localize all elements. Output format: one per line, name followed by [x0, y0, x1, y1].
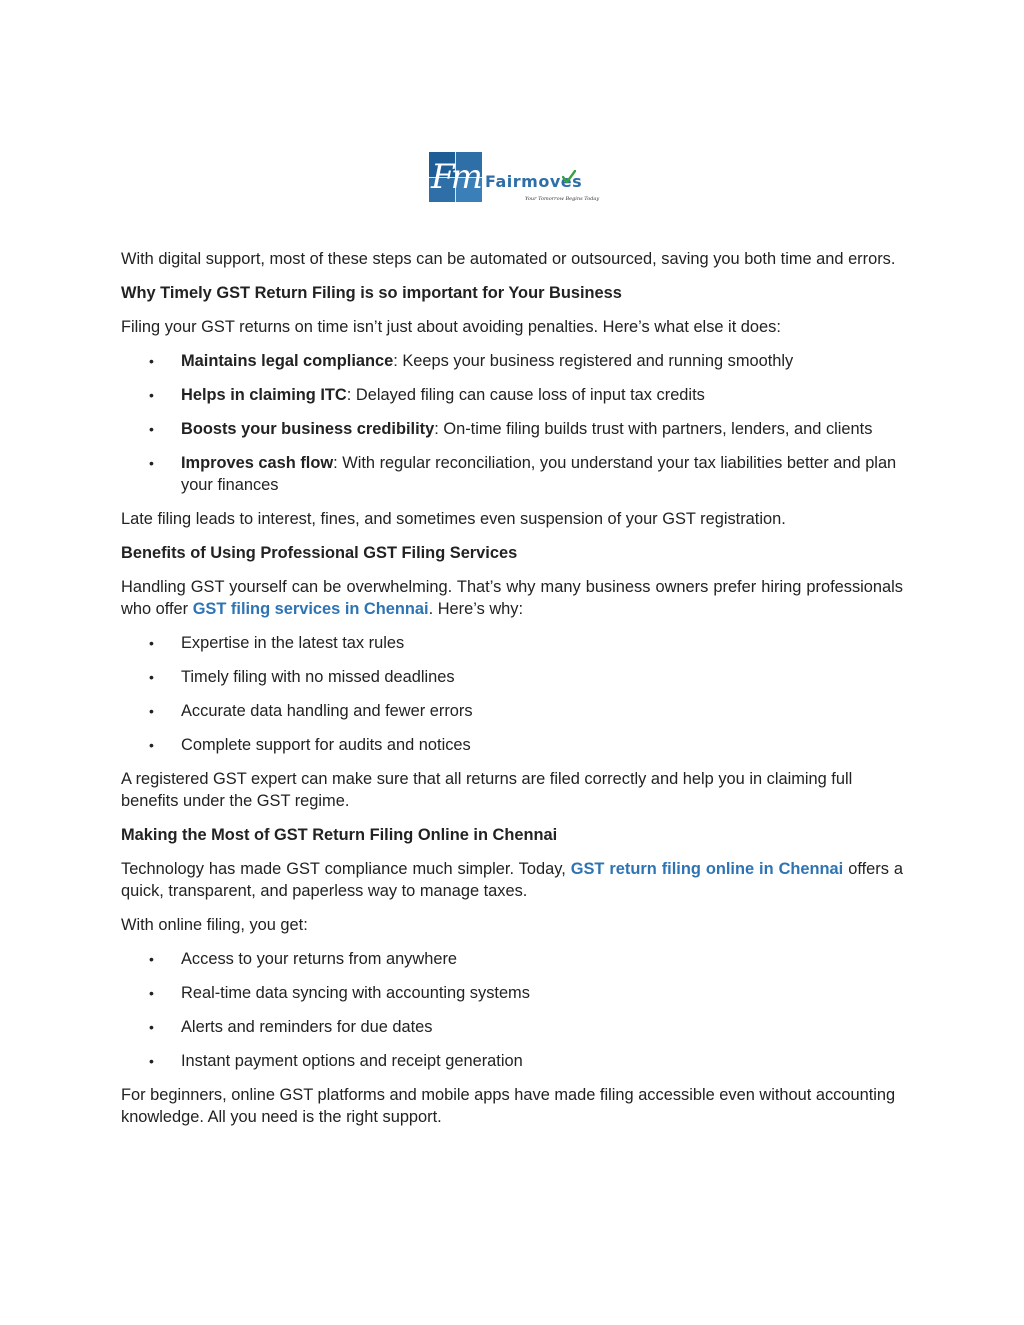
section2-closing: A registered GST expert can make sure that all returns are filed correctly and help you in claiming full benefits under the GST regime. [121, 770, 853, 810]
gst-filing-services-link[interactable]: GST filing services in Chennai [192, 600, 429, 618]
list-item: • Instant payment options and receipt generation [149, 1052, 523, 1070]
online-filing-list [121, 948, 903, 1072]
bullet-icon: • [149, 737, 154, 753]
section2-lead: Handling GST yourself can be overwhelming. That’s why many business owners prefer hiring professionals who offer GST filing services in Chennai. Here’s why: [121, 578, 903, 618]
list-item: • Alerts and reminders for due dates [149, 1018, 433, 1036]
section-heading-professional-services: Benefits of Using Professional GST Filing Services [121, 544, 518, 562]
section3-lead: Technology has made GST compliance much simpler. Today, GST return filing online in Chennai offers a quick, transparent, and paperless way to manage taxes. [121, 860, 903, 900]
list-item: • Access to your returns from anywhere [149, 950, 458, 968]
fairmoves-logo [429, 152, 601, 204]
logo-tagline: Your Tomorrow Begins Today [525, 196, 600, 202]
section-heading-online-filing: Making the Most of GST Return Filing Online in Chennai [121, 826, 558, 844]
list-item: • Complete support for audits and notices [149, 736, 471, 754]
list-item: • Accurate data handling and fewer errors [149, 702, 473, 720]
list-item: • Boosts your business credibility: On-time filing builds trust with partners, lenders, and clients [149, 420, 873, 438]
section3-closing: For beginners, online GST platforms and mobile apps have made filing accessible even without accounting knowledge. All you need is the right support. [121, 1086, 896, 1126]
list-item: • Timely filing with no missed deadlines [149, 668, 455, 686]
bullet-icon: • [149, 635, 154, 651]
bullet-icon: • [149, 387, 154, 403]
bullet-icon: • [149, 421, 154, 437]
bullet-icon: • [149, 353, 154, 369]
list-item: • Real-time data syncing with accounting systems [149, 984, 530, 1002]
bullet-icon: • [149, 951, 154, 967]
section1-lead: Filing your GST returns on time isn’t just about avoiding penalties. Here’s what else it does: [121, 318, 781, 336]
benefits-list [121, 350, 903, 496]
article-body [121, 248, 903, 1140]
bullet-icon: • [149, 1053, 154, 1069]
intro-paragraph: With digital support, most of these steps can be automated or outsourced, saving you both time and errors. [121, 250, 896, 268]
section-heading-timely-filing: Why Timely GST Return Filing is so important for Your Business [121, 284, 622, 302]
section3-sublead: With online filing, you get: [121, 916, 308, 934]
professional-benefits-list [121, 632, 903, 756]
list-item: • Maintains legal compliance: Keeps your business registered and running smoothly [149, 352, 794, 370]
bullet-icon: • [149, 455, 154, 471]
logo-monogram: Fm [431, 157, 479, 197]
bullet-icon: • [149, 703, 154, 719]
logo-wordmark: Fairmoves [485, 172, 583, 191]
list-item: • Helps in claiming ITC: Delayed filing can cause loss of input tax credits [149, 386, 705, 404]
section1-closing: Late filing leads to interest, fines, and sometimes even suspension of your GST registration. [121, 510, 786, 528]
list-item: • Improves cash flow: With regular reconciliation, you understand your tax liabilities better and plan your finances [149, 454, 897, 494]
list-item: • Expertise in the latest tax rules [149, 634, 405, 652]
checkmark-icon [562, 170, 576, 184]
gst-return-filing-online-link[interactable]: GST return filing online in Chennai [570, 860, 844, 878]
bullet-icon: • [149, 669, 154, 685]
bullet-icon: • [149, 985, 154, 1001]
bullet-icon: • [149, 1019, 154, 1035]
logo-mark [429, 152, 482, 202]
